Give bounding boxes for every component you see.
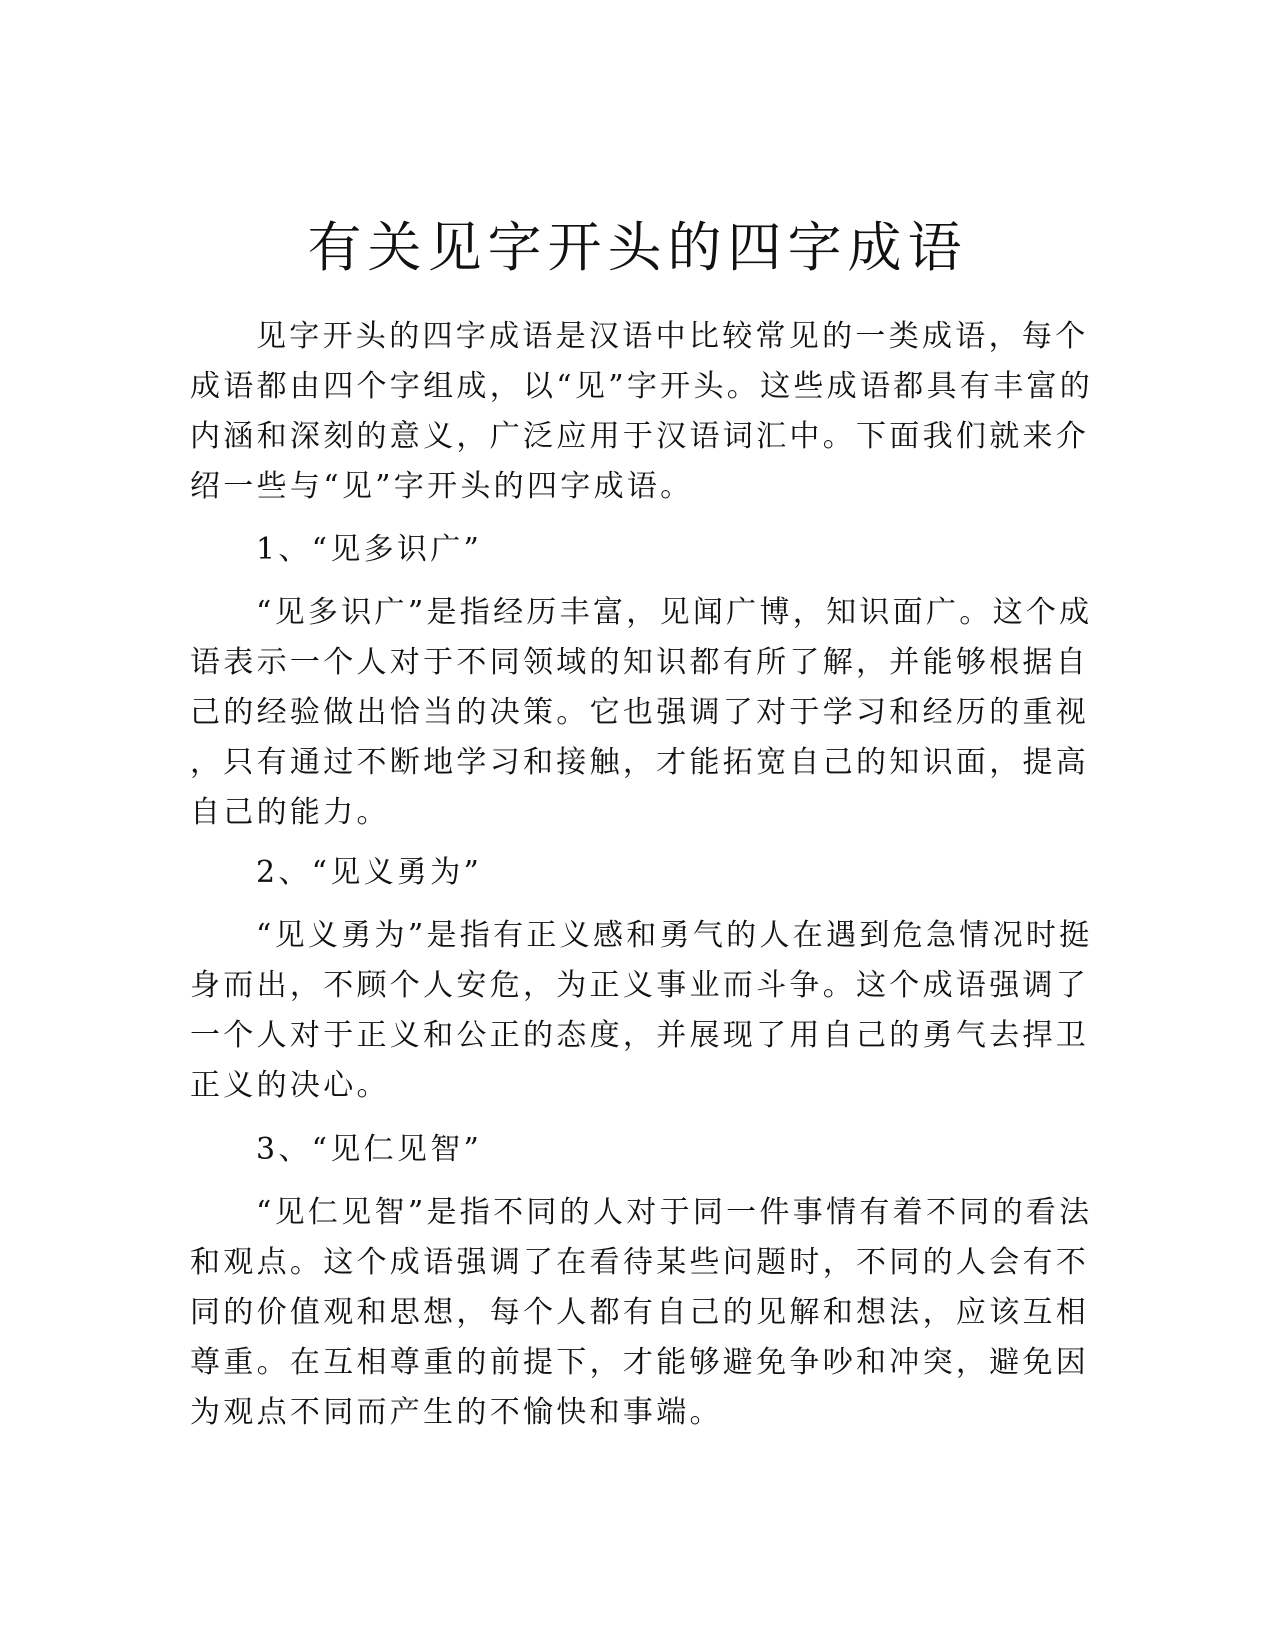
section-3-heading [190,1125,1090,1175]
paragraph-line: “见多识广”是指经历丰富，见闻广博，知识面广。这个成 [256,595,1093,630]
section-heading: 2、“见义勇为” [256,855,483,890]
section-3-paragraph [190,1188,1093,1438]
section-1-heading [190,525,1090,575]
paragraph-line: 同的价值观和思想，每个人都有自己的见解和想法，应该互相 [190,1295,1090,1330]
paragraph-line: 语表示一个人对于不同领域的知识都有所了解，并能够根据自 [190,645,1090,680]
section-2-paragraph [190,911,1093,1111]
paragraph-line: 一个人对于正义和公正的态度，并展现了用自己的勇气去捍卫 [190,1018,1090,1053]
section-heading: 3、“见仁见智” [256,1132,483,1167]
document-title: 有关见字开头的四字成语 [307,216,968,279]
paragraph-line: “见义勇为”是指有正义感和勇气的人在遇到危急情况时挺 [256,918,1093,953]
paragraph-line: 尊重。在互相尊重的前提下，才能够避免争吵和冲突，避免因 [190,1345,1090,1380]
paragraph-line: 身而出，不顾个人安危，为正义事业而斗争。这个成语强调了 [190,968,1090,1003]
section-2-heading [190,848,1090,898]
paragraph-line: 自己的能力。 [190,795,390,830]
paragraph-line: “见仁见智”是指不同的人对于同一件事情有着不同的看法 [256,1195,1093,1230]
paragraph-line: 内涵和深刻的意义，广泛应用于汉语词汇中。下面我们就来介 [190,419,1090,454]
section-1-paragraph [190,588,1093,838]
paragraph-line: 己的经验做出恰当的决策。它也强调了对于学习和经历的重视 [190,695,1090,730]
paragraph-line: 和观点。这个成语强调了在看待某些问题时，不同的人会有不 [190,1245,1090,1280]
section-heading: 1、“见多识广” [256,532,483,567]
paragraph-line: 正义的决心。 [190,1068,390,1103]
paragraph-line: 绍一些与“见”字开头的四字成语。 [190,469,694,504]
paragraph-line: ，只有通过不断地学习和接触，才能拓宽自己的知识面，提高 [190,745,1090,780]
paragraph-line: 为观点不同而产生的不愉快和事端。 [190,1395,723,1430]
paragraph-line: 成语都由四个字组成，以“见”字开头。这些成语都具有丰富的 [190,369,1094,404]
paragraph-line: 见字开头的四字成语是汉语中比较常见的一类成语，每个 [256,319,1089,354]
intro-paragraph [190,312,1094,512]
